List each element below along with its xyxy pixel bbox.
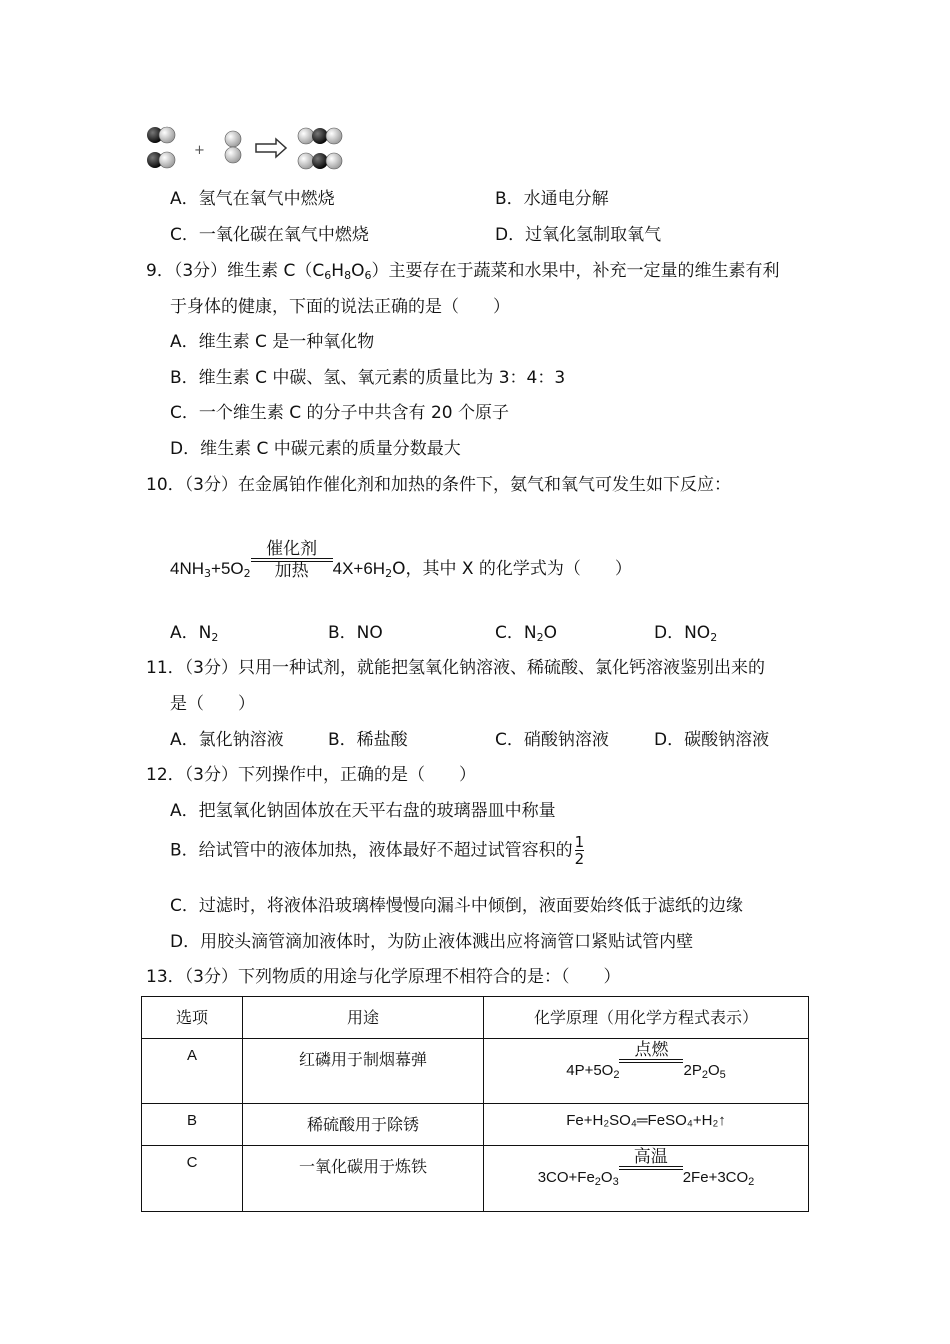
q9-stem-line2: 于身体的健康，下面的说法正确的是（ ） bbox=[170, 297, 510, 317]
q8-option-a[interactable]: A．氢气在氧气中燃烧 bbox=[170, 189, 335, 209]
reactant-molecule-2 bbox=[225, 131, 241, 163]
row-c-option: C bbox=[142, 1146, 243, 1212]
q8-option-c[interactable]: C．一氧化碳在氧气中燃烧 bbox=[170, 225, 369, 245]
table-row bbox=[142, 1146, 809, 1212]
q10-option-d[interactable]: D．$NO_2$ bbox=[654, 623, 718, 644]
fraction-one-half: $\frac{1}{2}$ bbox=[574, 833, 585, 868]
row-a-option: A bbox=[142, 1039, 243, 1104]
q12-option-a[interactable]: A．把氢氧化钠固体放在天平右盘的玻璃器皿中称量 bbox=[170, 801, 556, 821]
q11-option-c[interactable]: C．硝酸钠溶液 bbox=[495, 730, 609, 750]
row-b-use: 稀硫酸用于除锈 bbox=[243, 1104, 484, 1146]
row-b-equation: Fe+H₂SO₄═FeSO₄+H₂↑ bbox=[484, 1104, 809, 1146]
row-c-use: 一氧化碳用于炼铁 bbox=[243, 1146, 484, 1212]
q12-option-c[interactable]: C．过滤时，将液体沿玻璃棒慢慢向漏斗中倾倒，液面要始终低于滤纸的边缘 bbox=[170, 896, 743, 916]
q10-option-c[interactable]: C．$N_2O$ bbox=[495, 623, 557, 644]
q11-stem: 11．（3分）只用一种试剂，就能把氢氧化钠溶液、稀硫酸、氯化钙溶液鉴别出来的 bbox=[146, 658, 765, 678]
table-header-row bbox=[142, 997, 809, 1039]
q11-option-d[interactable]: D．碳酸钠溶液 bbox=[654, 730, 770, 750]
plus-sign: + bbox=[194, 143, 205, 158]
table-row bbox=[142, 1039, 809, 1104]
q12-option-b[interactable]: B．给试管中的液体加热，液体最好不超过试管容积的 $\frac{1}{2}$ bbox=[170, 833, 585, 868]
row-b-option: B bbox=[142, 1104, 243, 1146]
reaction-molecule-diagram bbox=[144, 124, 348, 174]
row-a-use: 红磷用于制烟幕弹 bbox=[243, 1039, 484, 1104]
q11-stem-line2: 是（ ） bbox=[170, 694, 255, 714]
row-a-equation: $4P+5O_2$ 点燃 $2P_2O_5$ bbox=[484, 1039, 809, 1104]
q11-option-b[interactable]: B．稀盐酸 bbox=[328, 730, 408, 750]
product-molecules bbox=[298, 128, 342, 169]
q13-stem: 13．（3分）下列物质的用途与化学原理不相符合的是：（ ） bbox=[146, 967, 621, 987]
table-row bbox=[142, 1104, 809, 1146]
q10-option-a[interactable]: A．$N_2$ bbox=[170, 623, 219, 644]
header-use: 用途 bbox=[243, 997, 484, 1039]
header-option: 选项 bbox=[142, 997, 243, 1039]
q8-option-b[interactable]: B．水通电分解 bbox=[495, 189, 609, 209]
q9-option-c[interactable]: C．一个维生素 C 的分子中共含有 20 个原子 bbox=[170, 403, 509, 423]
q10-option-b[interactable]: B．NO bbox=[328, 623, 383, 643]
q12-stem: 12．（3分）下列操作中，正确的是（ ） bbox=[146, 765, 476, 785]
q9-option-b[interactable]: B．维生素 C 中碳、氢、氧元素的质量比为 3：4：3 bbox=[170, 368, 566, 388]
q9-option-a[interactable]: A．维生素 C 是一种氧化物 bbox=[170, 332, 375, 352]
header-principle: 化学原理（用化学方程式表示） bbox=[484, 997, 809, 1039]
reaction-condition: 催化剂 加热 bbox=[251, 540, 333, 580]
q10-equation: $4NH_3+5O_2$ 催化剂 加热 $4X+6H_2O$，其中 X 的化学式为（ ） bbox=[170, 539, 632, 581]
q10-stem: 10．（3分）在金属铂作催化剂和加热的条件下，氨气和氧气可发生如下反应： bbox=[146, 475, 731, 495]
reactant-molecule-1 bbox=[147, 127, 175, 168]
row-c-equation: $3CO+Fe_2O_3$ 高温 $2Fe+3CO_2$ bbox=[484, 1146, 809, 1212]
q9-stem: 9．（3分）维生素 $C(C_6H_8O_6)$主要存在于蔬菜和水果中，补充一定量的维生素有利 bbox=[146, 261, 780, 282]
q13-table bbox=[141, 996, 809, 1212]
q8-option-d[interactable]: D．过氧化氢制取氧气 bbox=[495, 225, 662, 245]
q11-option-a[interactable]: A．氯化钠溶液 bbox=[170, 730, 284, 750]
q12-option-d[interactable]: D．用胶头滴管滴加液体时，为防止液体溅出应将滴管口紧贴试管内壁 bbox=[170, 932, 694, 952]
q9-option-d[interactable]: D．维生素 C 中碳元素的质量分数最大 bbox=[170, 439, 461, 459]
arrow-icon bbox=[256, 139, 286, 157]
